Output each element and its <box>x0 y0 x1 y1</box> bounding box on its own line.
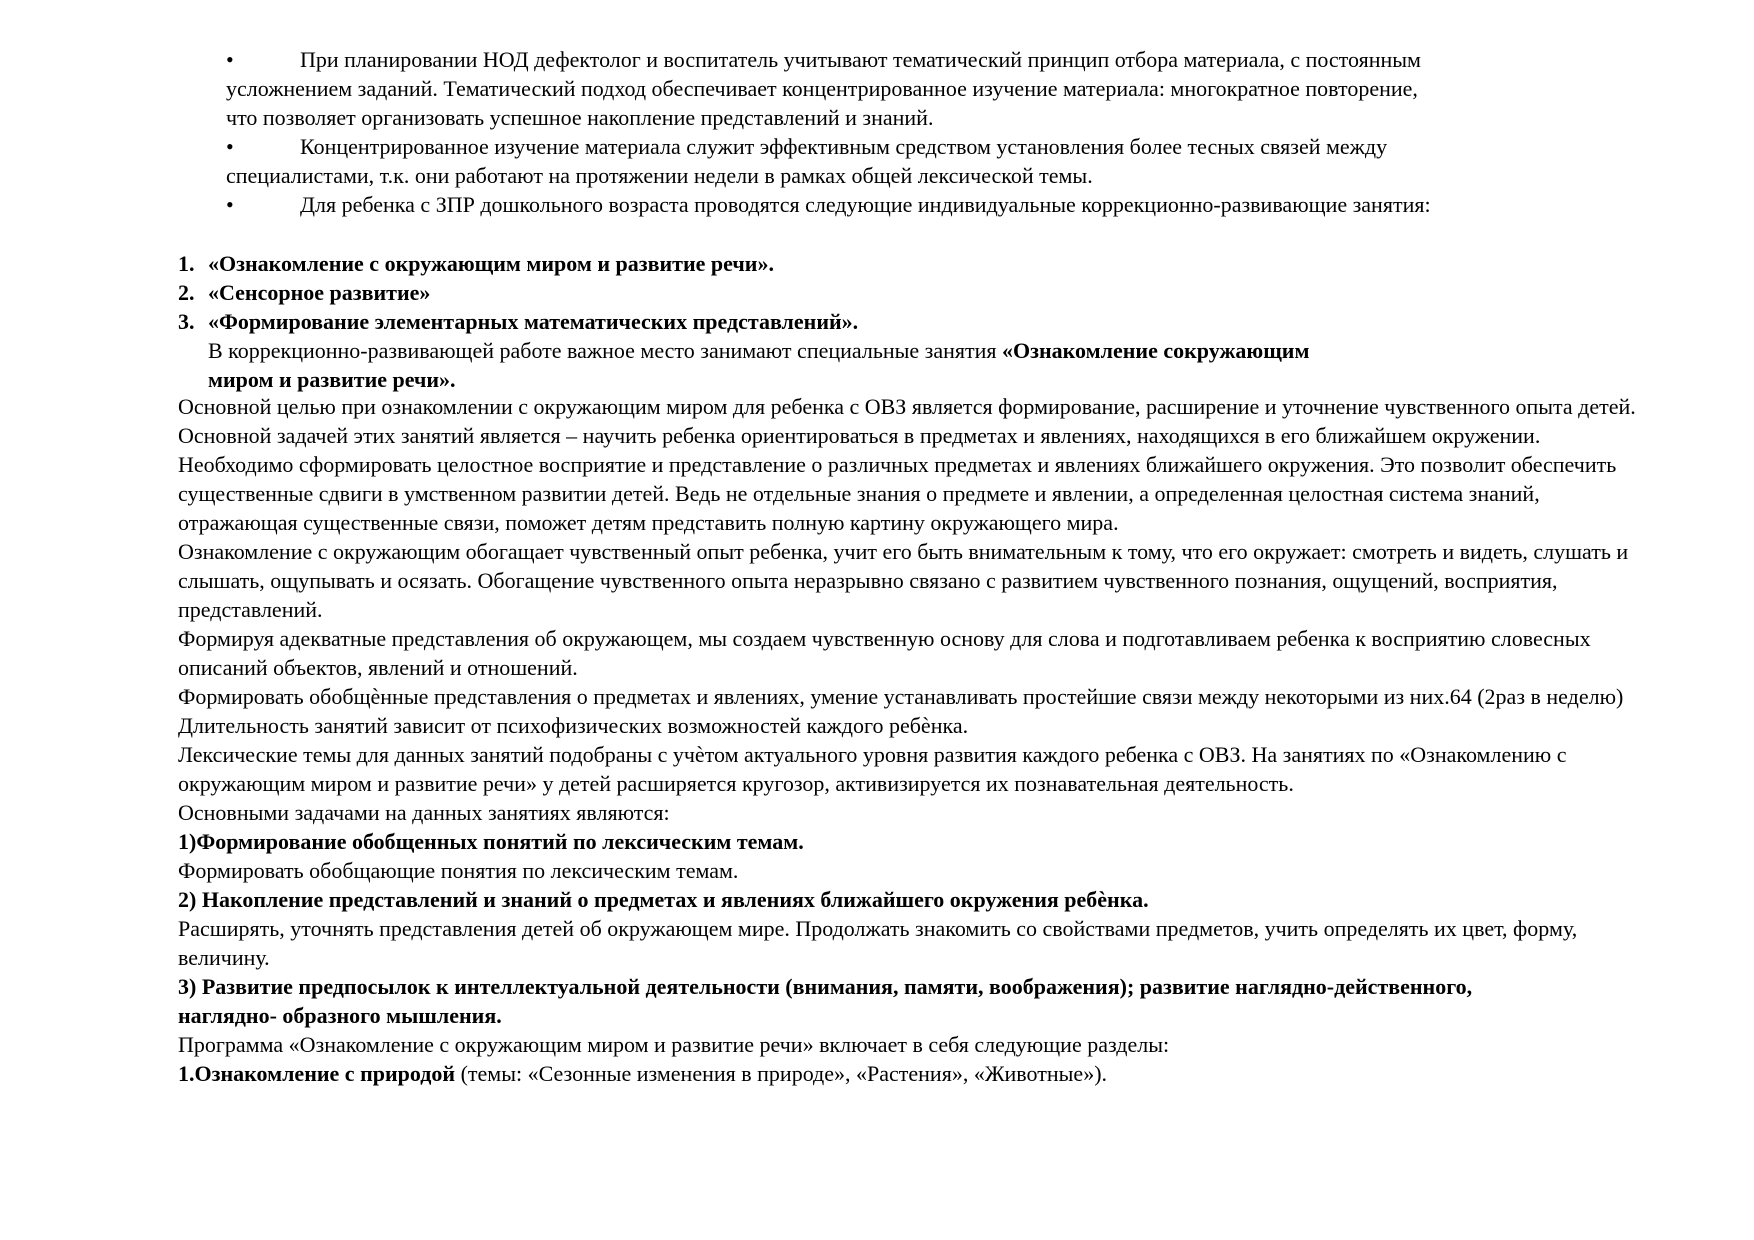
paragraph: Лексические темы для данных занятий подобраны с учѐтом актуального уровня развития каждого ребенка с ОВЗ. На занятиях по «Ознакомлению с окружающим миром и развитие речи» у детей расширяется кругозор, активизируется их познавательная деятельность. <box>178 742 1567 796</box>
list-item: 1. «Ознакомление с окружающим миром и развитие речи». <box>178 251 774 276</box>
intro-paragraph: В коррекционно-развивающей работе важное место занимают специальные занятия «Ознакомление сокружающим <box>208 338 1310 363</box>
bullet-item: • При планировании НОД дефектолог и воспитатель учитывают тематический принцип отбора материала, с постоянным усложнением заданий. Тематический подход обеспечивает концентрированное изучение материала: многократное повторение, что позволяет организовать успешное накопление представлений и знаний. <box>226 47 1421 130</box>
paragraph: Основной целью при ознакомлении с окружающим миром для ребенка с ОВЗ является формирование, расширение и уточнение чувственного опыта детей. <box>178 394 1636 419</box>
bullet-icon: • <box>226 192 234 217</box>
bullet-item: • Для ребенка с ЗПР дошкольного возраста проводятся следующие индивидуальные коррекционно-развивающие занятия: <box>226 192 1431 217</box>
list-item: 2. «Сенсорное развитие» <box>178 280 431 305</box>
paragraph: Основными задачами на данных занятиях являются: <box>178 800 670 825</box>
paragraph: Формировать обобщѐнные представления о предметах и явлениях, умение устанавливать простейшие связи между некоторыми из них.64 (2раз в неделю) Длительность занятий зависит от психофизических возможностей каждого ребѐнка. <box>178 684 1624 738</box>
task-heading: 2) Накопление представлений и знаний о предметах и явлениях ближайшего окружения ребѐнка. <box>178 887 1149 912</box>
body-text <box>178 392 1658 1088</box>
paragraph: Основной задачей этих занятий является – научить ребенка ориентироваться в предметах и явлениях, находящихся в его ближайшем окружении. Необходимо сформировать целостное восприятие и представление о различных предметах и явлениях ближайшего окружения. Это позволит обеспечить существенные сдвиги в умственном развитии детей. Ведь не отдельные знания о предмете и явлении, а определенная целостная система знаний, отражающая существенные связи, поможет детям представить полную картину окружающего мира. <box>178 423 1617 535</box>
paragraph: Формировать обобщающие понятия по лексическим темам. <box>178 858 739 883</box>
paragraph: Ознакомление с окружающим обогащает чувственный опыт ребенка, учит его быть внимательным к тому, что его окружает: смотреть и видеть, слушать и слышать, ощупывать и осязать. Обогащение чувственного опыта неразрывно связано с развитием чувственного познания, ощущений, восприятия, представлений. <box>178 539 1629 622</box>
paragraph: Формируя адекватные представления об окружающем, мы создаем чувственную основу для слова и подготавливаем ребенка к восприятию словесных описаний объектов, явлений и отношений. <box>178 626 1591 680</box>
list-item: 3. «Формирование элементарных математических представлений». <box>178 309 859 334</box>
intro-paragraph-line2: миром и развитие речи». <box>208 367 456 392</box>
task-heading: 1)Формирование обобщенных понятий по лексическим темам. <box>178 829 804 854</box>
bullet-icon: • <box>226 134 234 159</box>
paragraph: Расширять, уточнять представления детей об окружающем мире. Продолжать знакомить со свойствами предметов, учить определять их цвет, форму, величину. <box>178 916 1578 970</box>
task-heading: 3) Развитие предпосылок к интеллектуальной деятельности (внимания, памяти, воображения); развитие наглядно-действенного, наглядно- образного мышления. <box>178 974 1473 1028</box>
section-line: 1.Ознакомление с природой (темы: «Сезонные изменения в природе», «Растения», «Животные»). <box>178 1061 1108 1086</box>
paragraph: Программа «Ознакомление с окружающим миром и развитие речи» включает в себя следующие разделы: <box>178 1032 1170 1057</box>
bullet-item: • Концентрированное изучение материала служит эффективным средством установления более тесных связей между специалистами, т.к. они работают на протяжении недели в рамках общей лексической темы. <box>226 134 1388 188</box>
numbered-list <box>178 249 1309 394</box>
bullet-icon: • <box>226 47 234 72</box>
